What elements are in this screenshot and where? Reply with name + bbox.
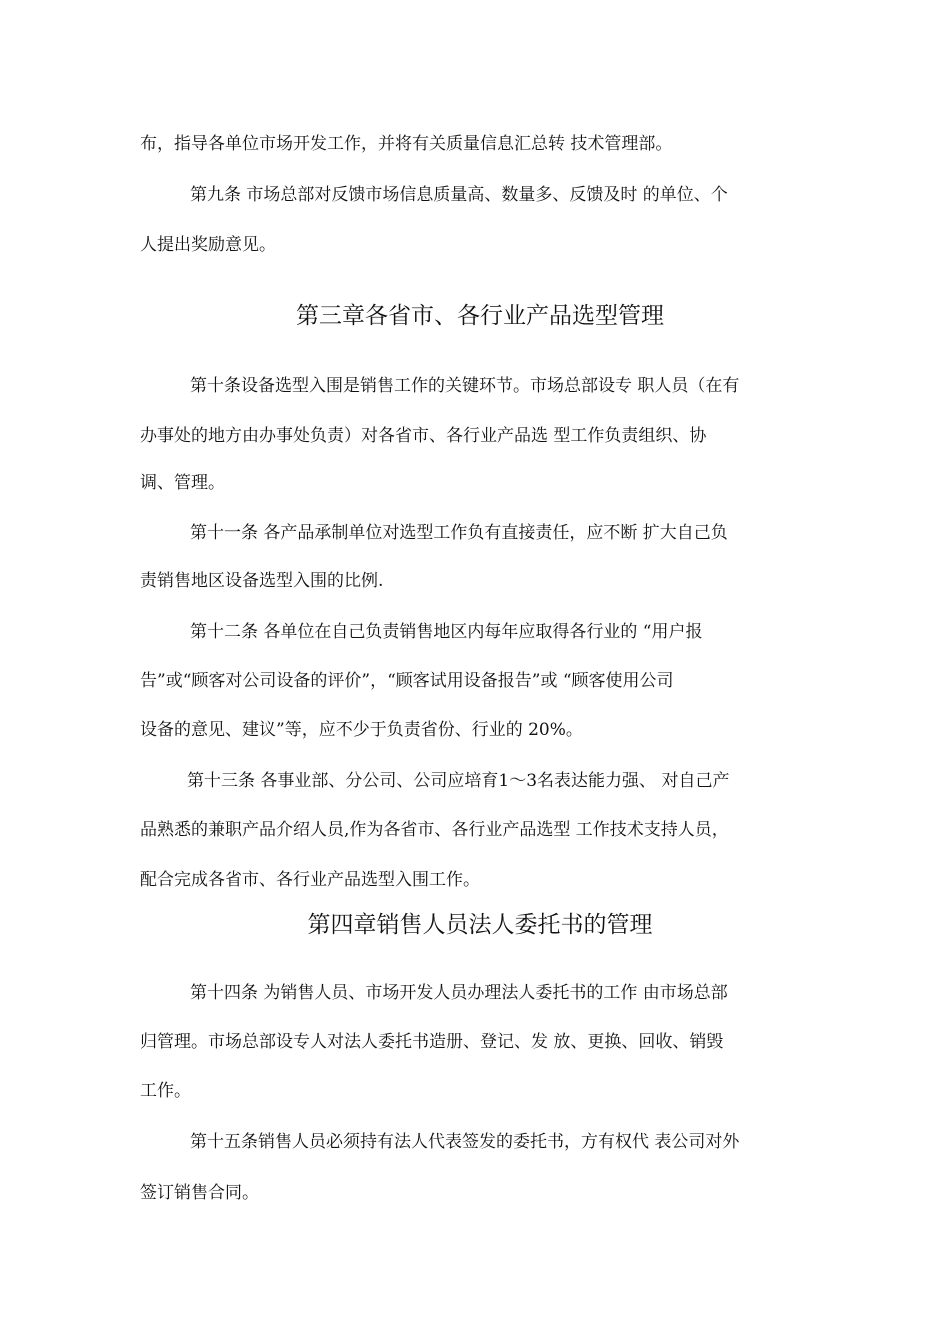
article-12-line-3: 设备的意见、建议”等，应不少于负责省份、行业的 20%。 — [140, 720, 583, 740]
article-11-line-2: 责销售地区设备选型入围的比例. — [140, 571, 384, 591]
article-14-line-3: 工作。 — [140, 1081, 191, 1101]
article-9-line-1: 第九条 市场总部对反馈市场信息质量高、数量多、反馈及时 的单位、个 — [190, 185, 728, 205]
article-12-line-2: 告”或“顾客对公司设备的评价”，“顾客试用设备报告”或 “顾客使用公司 — [140, 671, 674, 691]
article-14-line-2: 归管理。市场总部设专人对法人委托书造册、登记、发 放、更换、回收、销毁 — [140, 1032, 724, 1052]
article-13-line-3: 配合完成各省市、各行业产品选型入围工作。 — [140, 870, 480, 890]
paragraph-line: 布，指导各单位市场开发工作，并将有关质量信息汇总转 技术管理部。 — [140, 134, 673, 154]
article-9-line-2: 人提出奖励意见。 — [140, 235, 276, 255]
article-15-line-1: 第十五条销售人员必须持有法人代表签发的委托书，方有权代 表公司对外 — [190, 1132, 740, 1152]
article-10-line-3: 调、管理。 — [140, 473, 225, 493]
article-13-line-1: 第十三条 各事业部、分公司、公司应培育1〜3名表达能力强、 对自己产 — [187, 771, 730, 791]
article-12-line-1: 第十二条 各单位在自己负责销售地区内每年应取得各行业的 “用户报 — [190, 622, 703, 642]
chapter-3-heading: 第三章各省市、各行业产品选型管理 — [296, 303, 664, 329]
article-11-line-1: 第十一条 各产品承制单位对选型工作负有直接责任，应不断 扩大自己负 — [190, 523, 728, 543]
article-10-line-1: 第十条设备选型入围是销售工作的关键环节。市场总部设专 职人员（在有 — [190, 376, 740, 396]
article-13-line-2: 品熟悉的兼职产品介绍人员,作为各省市、各行业产品选型 工作技术支持人员， — [140, 820, 729, 840]
article-10-line-2: 办事处的地方由办事处负责）对各省市、各行业产品选 型工作负责组织、协 — [140, 426, 707, 446]
chapter-4-heading: 第四章销售人员法人委托书的管理 — [307, 912, 653, 938]
article-14-line-1: 第十四条 为销售人员、市场开发人员办理法人委托书的工作 由市场总部 — [190, 983, 728, 1003]
article-15-line-2: 签订销售合同。 — [140, 1183, 259, 1203]
